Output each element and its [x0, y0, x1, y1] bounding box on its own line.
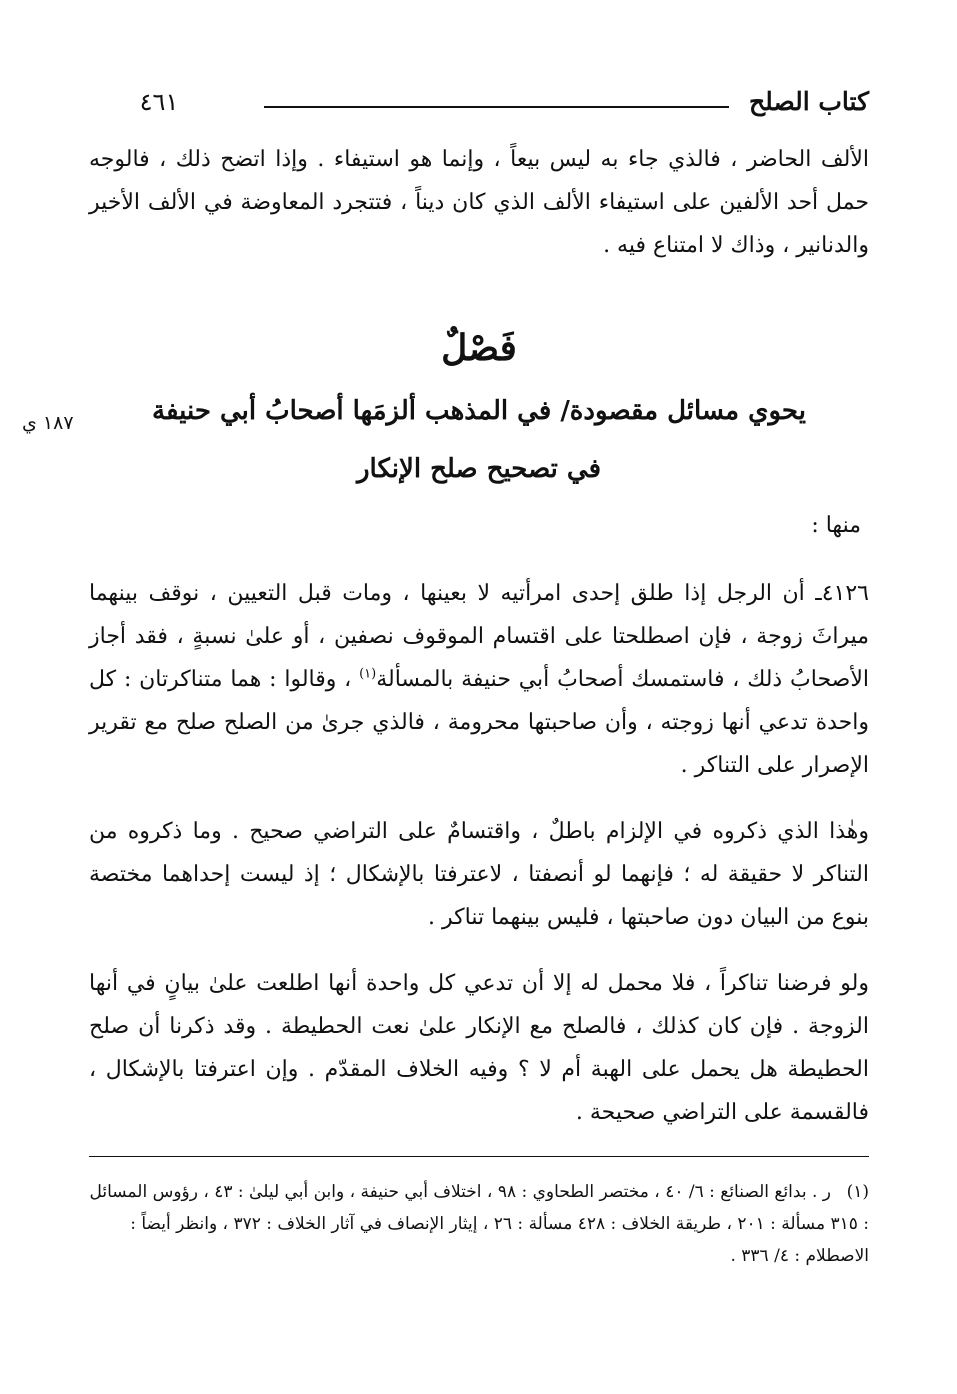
- section-title-line-2: في تصحيح صلح الإنكار: [356, 454, 602, 484]
- footnote-number: (١): [846, 1182, 869, 1202]
- paragraph-3: ولو فرضنا تناكراً ، فلا محمل له إلا أن تدعي كل واحدة أنها اطلعت علىٰ بيانٍ في أنها الزوجة . فإن كان كذلك ، فالصلح مع الإنكار علىٰ نعت الحطيطة . وقد ذكرنا أن صلح الحطيطة هل يحمل على الهبة أم لا ؟ وفيه الخلاف المقدّم . وإن اعترفتا بالإشكال ، فالقسمة على التراضي صحيحة .: [89, 971, 869, 1125]
- footnote-ref[interactable]: (١): [359, 666, 377, 682]
- continued-paragraph: الألف الحاضر ، فالذي جاء به ليس بيعاً ، وإنما هو استيفاء . وإذا اتضح ذلك ، فالوجه حمل أحد الألفين على استيفاء الألف الذي كان ديناً ، فتتجرد المعاوضة في الألف الأخير والدنانير ، وذاك لا امتناع فيه .: [89, 147, 869, 258]
- header-rule: [264, 106, 729, 108]
- footnote-divider: [89, 1156, 869, 1157]
- footnotes: [89, 1176, 869, 1272]
- book-title: كتاب الصلح: [749, 87, 869, 116]
- paragraph-4126: [89, 572, 869, 787]
- running-header: [89, 84, 869, 124]
- section-heading: [89, 318, 869, 494]
- section-word: فَصْلٌ: [441, 327, 517, 369]
- footnote-text: ر . بدائع الصنائع : ٦/ ٤٠ ، مختصر الطحاوي : ٩٨ ، اختلاف أبي حنيفة ، وابن أبي ليلىٰ : ٤٣ ، رؤوس المسائل : ٣١٥ مسألة : ٢٠١ ، طريقة الخلاف : ٤٢٨ مسألة : ٢٦ ، إيثار الإنصاف في آثار الخلاف : ٣٧٢ ، وانظر أيضاً : الاصطلام : ٤/ ٣٣٦ .: [89, 1182, 869, 1266]
- paragraph-2: وهٰذا الذي ذكروه في الإلزام باطلٌ ، واقتسامٌ على التراضي صحيح . وما ذكروه من التناكر لا حقيقة له ؛ فإنهما لو أنصفتا ، لاعترفتا بالإشكال ؛ إذ ليست إحداهما مختصة بنوع من البيان دون صاحبتها ، فليس بينهما تناكر .: [89, 819, 869, 930]
- margin-note: ١٨٧ ي: [22, 412, 74, 434]
- paragraph-text-cont: ، وقالوا : هما متناكرتان : كل واحدة تدعي أنها زوجته ، وأن صاحبتها محرومة ، فالذي جرىٰ من الصلح صلح مع تقرير الإصرار على التناكر .: [89, 667, 869, 778]
- page-number: ٤٦١: [139, 88, 179, 116]
- paragraph-text: ٤١٢٦ـ أن الرجل إذا طلق إحدى امرأتيه لا بعينها ، ومات قبل التعيين ، نوقف بينهما ميراثَ زوجة ، فإن اصطلحتا على اقتسام الموقوف نصفين ، أو علىٰ نسبةٍ ، فقد أجاز الأصحابُ ذلك ، فاستمسك أصحابُ أبي حنيفة بالمسألة: [89, 581, 869, 692]
- intro-text: منها :: [811, 513, 861, 538]
- section-title-line-1: يحوي مسائل مقصودة/ في المذهب ألزمَها أصحابُ أبي حنيفة: [152, 396, 806, 426]
- footnote-item: [89, 1176, 869, 1272]
